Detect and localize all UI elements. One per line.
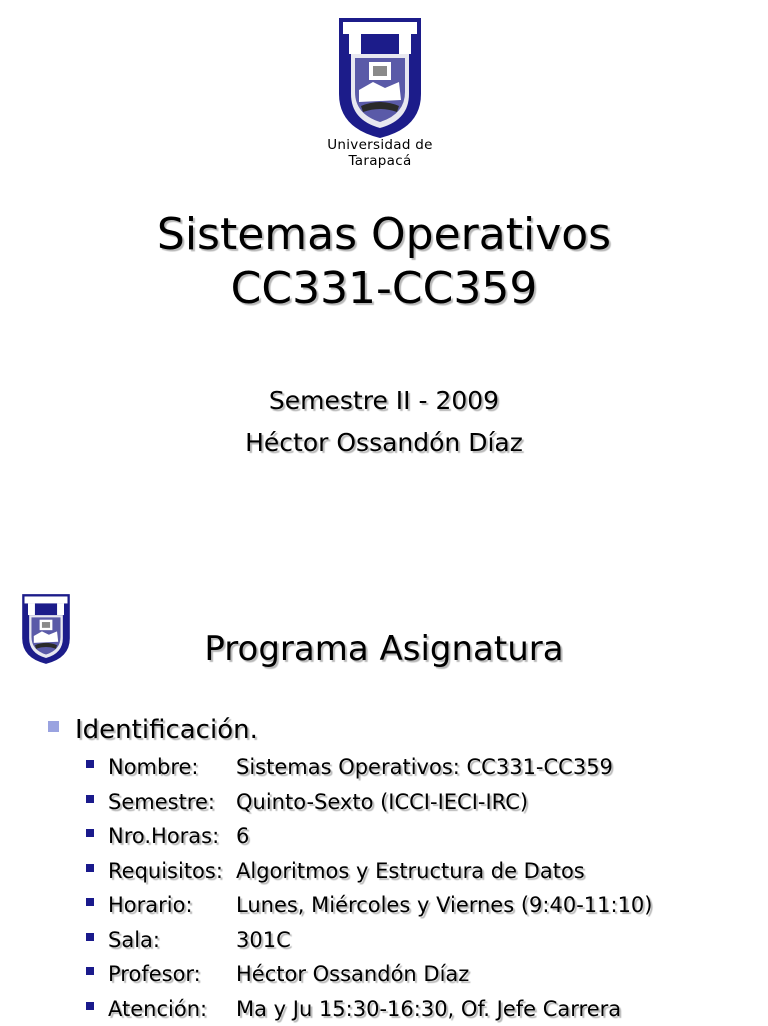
list-item bbox=[86, 888, 652, 923]
list-item bbox=[86, 819, 652, 854]
item-value: Quinto-Sexto (ICCI-IECI-IRC) bbox=[236, 785, 528, 819]
square-bullet-icon bbox=[86, 898, 94, 906]
square-bullet-icon bbox=[86, 829, 94, 837]
item-value: Algoritmos y Estructura de Datos bbox=[236, 854, 585, 888]
item-value: Lunes, Miércoles y Viernes (9:40-11:10) bbox=[236, 888, 652, 922]
university-name-line-2: Tarapacá bbox=[284, 153, 476, 169]
list-item bbox=[86, 992, 652, 1026]
list-item bbox=[86, 957, 652, 992]
square-bullet-icon bbox=[86, 1002, 94, 1010]
square-bullet-icon bbox=[86, 967, 94, 975]
item-label: Horario: bbox=[108, 888, 236, 922]
semester-text: Semestre II - 2009 bbox=[0, 380, 768, 422]
item-label: Semestre: bbox=[108, 785, 236, 819]
square-bullet-icon bbox=[48, 721, 59, 732]
section-heading bbox=[48, 710, 258, 750]
item-label: Sala: bbox=[108, 923, 236, 957]
slide-subtitle bbox=[0, 380, 768, 464]
section-heading-text: Identificación. bbox=[75, 710, 258, 750]
list-item bbox=[86, 923, 652, 958]
slide-title-line-1: Sistemas Operativos bbox=[0, 208, 768, 262]
university-name-line-1: Universidad de bbox=[284, 137, 476, 153]
author-text: Héctor Ossandón Díaz bbox=[0, 422, 768, 464]
program-slide bbox=[0, 575, 768, 1024]
slide-title bbox=[0, 208, 768, 316]
list-item bbox=[86, 785, 652, 820]
list-item bbox=[86, 750, 652, 785]
list-item bbox=[86, 854, 652, 889]
square-bullet-icon bbox=[86, 760, 94, 768]
identification-list bbox=[86, 750, 652, 1026]
square-bullet-icon bbox=[86, 795, 94, 803]
item-label: Nombre: bbox=[108, 750, 236, 784]
item-label: Requisitos: bbox=[108, 854, 236, 888]
item-label: Nro.Horas: bbox=[108, 819, 236, 853]
university-name bbox=[284, 137, 476, 169]
item-label: Profesor: bbox=[108, 957, 236, 991]
item-value: 301C bbox=[236, 923, 291, 957]
university-shield-logo-icon bbox=[337, 16, 423, 140]
item-value: Ma y Ju 15:30-16:30, Of. Jefe Carrera bbox=[236, 992, 621, 1026]
item-value: Sistemas Operativos: CC331-CC359 bbox=[236, 750, 613, 784]
item-value: 6 bbox=[236, 819, 249, 853]
slide-title: Programa Asignatura bbox=[0, 627, 768, 671]
square-bullet-icon bbox=[86, 864, 94, 872]
item-label: Atención: bbox=[108, 992, 236, 1026]
square-bullet-icon bbox=[86, 933, 94, 941]
slide-title-line-2: CC331-CC359 bbox=[0, 262, 768, 316]
item-value: Héctor Ossandón Díaz bbox=[236, 957, 469, 991]
